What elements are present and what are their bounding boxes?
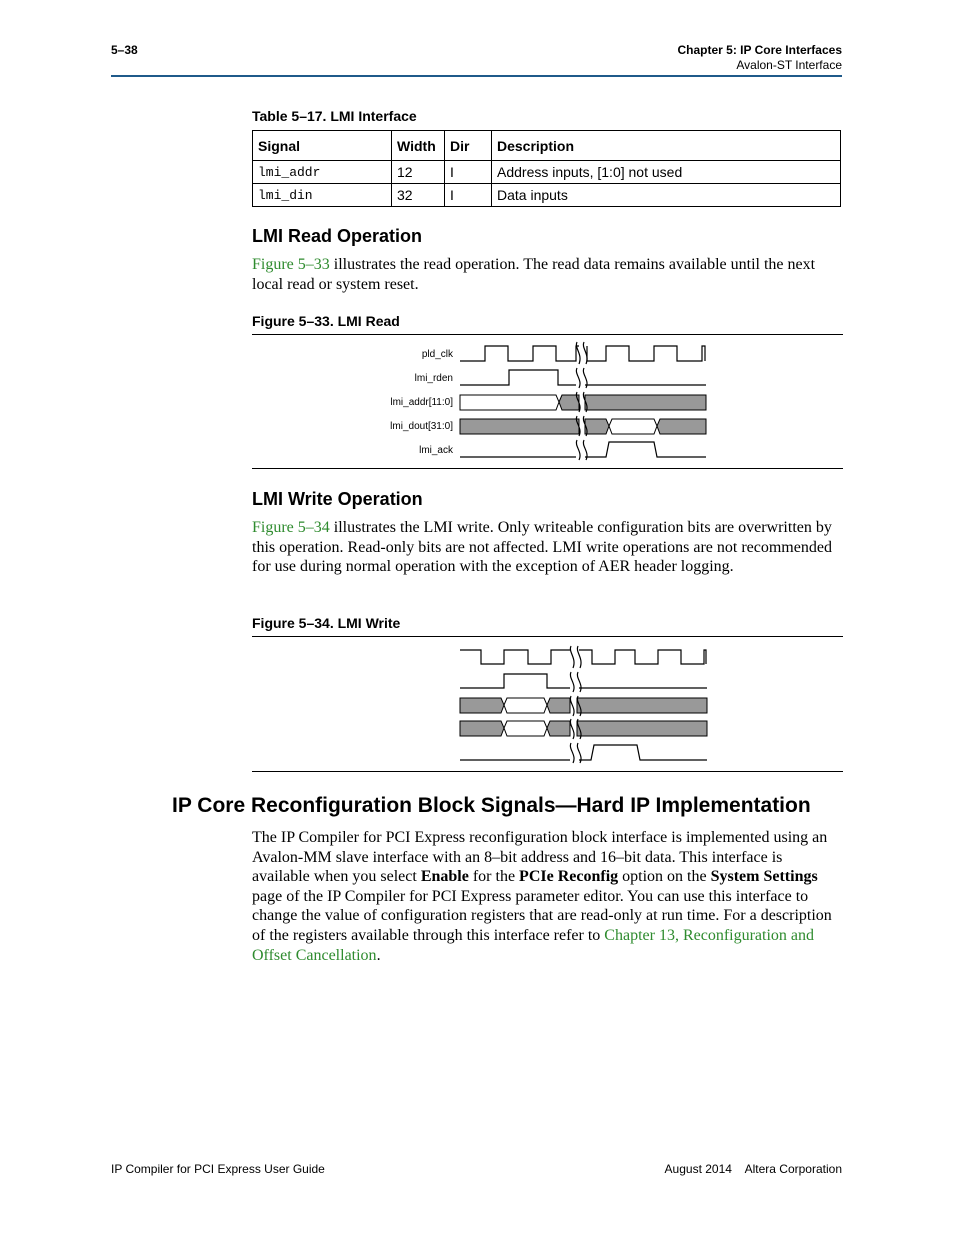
ack-wave: [585, 442, 706, 457]
bold-term: System Settings: [710, 868, 818, 886]
write-text: illustrates the LMI write. Only writeable configuration bits are overwritten by this operation. Read-only bits are not affected. LMI write operations are not recommended for use during normal operation with the exception of AER header logging.: [252, 519, 832, 576]
figure-rule-top: [252, 636, 843, 637]
bus-segment: [460, 395, 559, 410]
footer-title: IP Compiler for PCI Express User Guide: [111, 1162, 325, 1176]
description-cell: Address inputs, [1:0] not used: [492, 161, 841, 184]
bus-segment: [460, 721, 504, 736]
signal-cell: lmi_din: [253, 184, 392, 207]
width-cell: 32: [392, 184, 445, 207]
text-run: The IP Compiler for PCI Express reconfiguration block interface is implemented using an Avalon-MM slave interface with an 8–bit address and 16–bit data. This interface is available when you select: [252, 829, 828, 886]
bus-segment: [585, 419, 609, 434]
header-rule: [111, 75, 842, 77]
signal-label: lmi_ack: [419, 445, 453, 456]
table-row: [253, 161, 841, 184]
lmi-write-waveform: [455, 642, 715, 767]
column-header: Dir: [445, 131, 492, 161]
text-run: for the: [468, 868, 520, 886]
break-mark: [570, 646, 581, 668]
ack-wave: [579, 745, 707, 760]
clk-wave: [587, 346, 705, 361]
bus-segment: [585, 395, 706, 410]
footer-date-publisher: August 2014 Altera Corporation: [664, 1162, 842, 1176]
table-caption: Table 5–17. LMI Interface: [252, 108, 417, 124]
bus-segment: [577, 721, 707, 736]
signal-cell: lmi_addr: [253, 161, 392, 184]
read-paragraph: [252, 255, 842, 294]
table-header-row: [253, 131, 841, 161]
bold-term: Enable: [420, 868, 469, 886]
break-mark: [576, 342, 587, 364]
bus-segment: [547, 721, 570, 736]
figure-link[interactable]: Figure 5–33: [252, 256, 330, 273]
page-number: 5–38: [111, 43, 138, 57]
signal-label: lmi_rden: [414, 373, 453, 384]
section-title: Avalon-ST Interface: [736, 58, 842, 72]
figure-rule-bottom: [252, 771, 843, 772]
clk-wave: [460, 650, 570, 664]
bus-segment: [657, 419, 706, 434]
signal-label: lmi_dout[31:0]: [390, 421, 453, 432]
column-header: Width: [392, 131, 445, 161]
width-cell: 12: [392, 161, 445, 184]
figure-caption: Figure 5–33. LMI Read: [252, 313, 400, 329]
lmi-interface-table: [252, 130, 841, 207]
dir-cell: I: [445, 161, 492, 184]
chapter-link[interactable]: Chapter 13, Reconfiguration and Offset Cancellation: [252, 926, 815, 964]
bus-segment: [609, 419, 657, 434]
write-paragraph: [252, 518, 842, 577]
column-header: Signal: [253, 131, 392, 161]
bus-segment: [547, 698, 570, 713]
signal-label: pld_clk: [421, 349, 453, 360]
figure-caption: Figure 5–34. LMI Write: [252, 615, 401, 631]
section-heading: IP Core Reconfiguration Block Signals—Hard IP Implementation: [172, 794, 811, 817]
text-run: option on the: [618, 868, 711, 886]
write-heading: LMI Write Operation: [252, 489, 423, 509]
running-header: [677, 43, 842, 73]
bold-term: PCIe Reconfig: [519, 868, 619, 886]
text-run: page of the IP Compiler for PCI Express parameter editor. You can use this interface to change the value of configuration registers that are read-only at run time. For a description of the registers available through this interface refer to: [252, 887, 832, 944]
figure-link[interactable]: Figure 5–34: [252, 519, 330, 536]
bus-segment: [460, 419, 579, 434]
lmi-read-waveform: [455, 340, 715, 465]
signal-label: lmi_addr[11:0]: [390, 397, 453, 408]
clk-wave: [460, 346, 579, 361]
reconfig-paragraph: [252, 828, 844, 965]
read-heading: LMI Read Operation: [252, 226, 423, 246]
bus-segment: [577, 698, 707, 713]
rden-wave: [460, 370, 576, 385]
figure-rule-bottom: [252, 468, 843, 469]
bus-segment: [559, 395, 579, 410]
dir-cell: I: [445, 184, 492, 207]
bus-segment: [504, 698, 547, 713]
wren-wave: [460, 674, 570, 688]
description-cell: Data inputs: [492, 184, 841, 207]
text-run: .: [376, 946, 381, 964]
table-row: [253, 184, 841, 207]
chapter-title: Chapter 5: IP Core Interfaces: [677, 43, 842, 57]
break-mark: [570, 672, 581, 692]
read-text: illustrates the read operation. The read data remains available until the next local read or system reset.: [252, 256, 816, 293]
clk-wave: [579, 650, 706, 664]
figure-rule-top: [252, 334, 843, 335]
column-header: Description: [492, 131, 841, 161]
bus-segment: [460, 698, 504, 713]
bus-segment: [504, 721, 547, 736]
